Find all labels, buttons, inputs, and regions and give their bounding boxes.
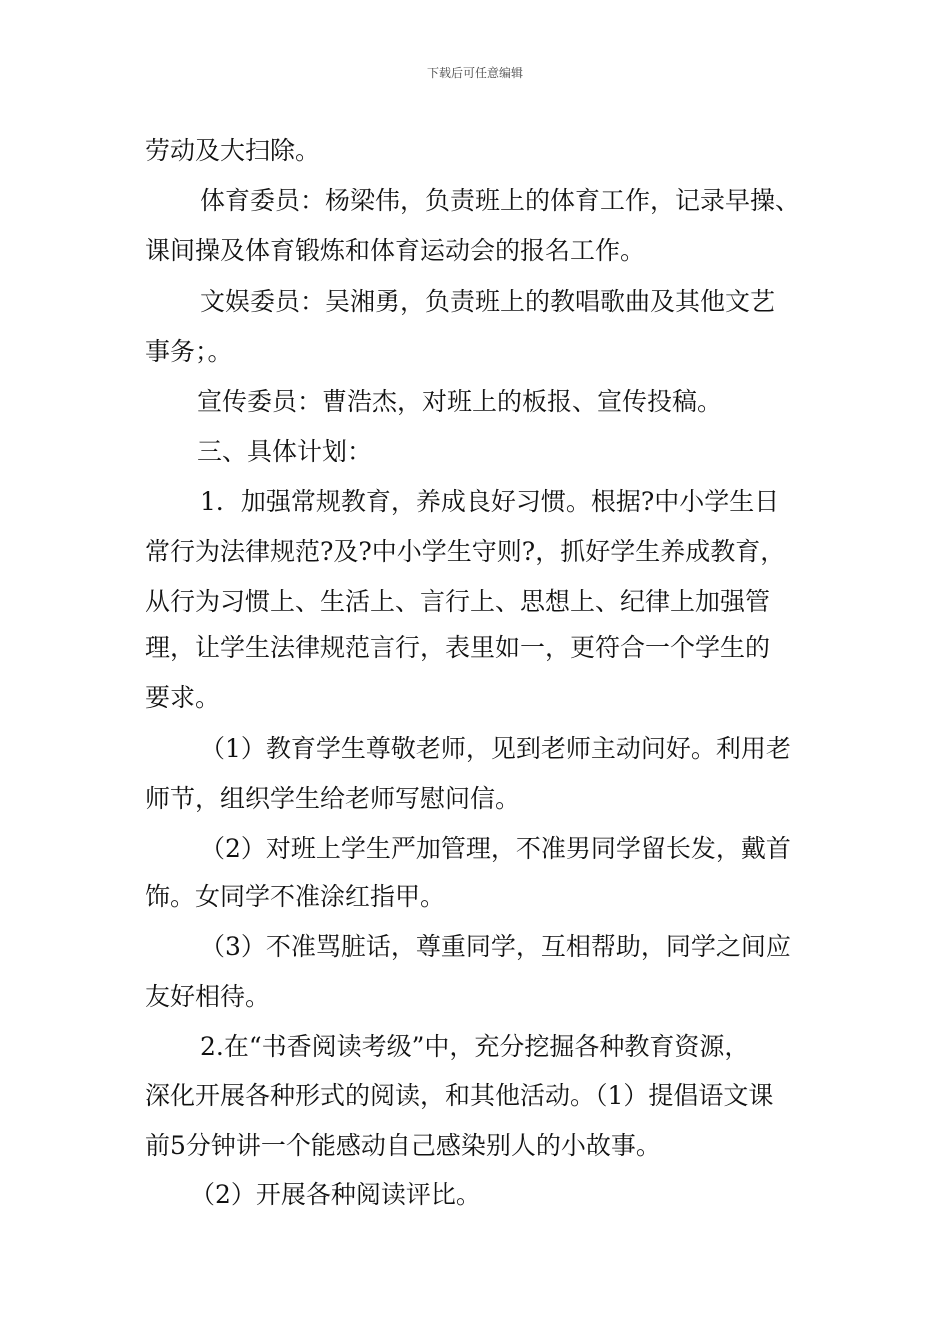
text-line: 师节，组织学生给老师写慰问信。 bbox=[145, 784, 521, 813]
text-line: 三、具体计划： bbox=[197, 437, 373, 466]
text-line: 从行为习惯上、生活上、言行上、思想上、纪律上加强管 bbox=[145, 587, 771, 616]
text-line: （2）对班上学生严加管理，不准男同学留长发，戴首 bbox=[200, 834, 791, 863]
text-line: （2）开展各种阅读评比。 bbox=[190, 1180, 481, 1209]
text-line: 宣传委员：曹浩杰，对班上的板报、宣传投稿。 bbox=[197, 387, 723, 416]
text-line: 常行为法律规范?及?中小学生守则?，抓好学生养成教育， bbox=[145, 537, 786, 566]
text-line: 课间操及体育锻炼和体育运动会的报名工作。 bbox=[145, 236, 646, 265]
text-line: 体育委员：杨梁伟，负责班上的体育工作，记录早操、 bbox=[200, 186, 801, 215]
text-line: 理，让学生法律规范言行，表里如一，更符合一个学生的 bbox=[145, 633, 771, 662]
text-line: 饰。女同学不准涂红指甲。 bbox=[145, 882, 446, 911]
text-line: 前5分钟讲一个能感动自己感染别人的小故事。 bbox=[145, 1131, 661, 1160]
text-line: 友好相待。 bbox=[145, 982, 271, 1011]
text-line: 要求。 bbox=[145, 683, 221, 712]
text-line: （1）教育学生尊敬老师，见到老师主动问好。利用老 bbox=[200, 734, 791, 763]
page-header-note: 下载后可任意编辑 bbox=[426, 66, 523, 80]
text-line: 1．加强常规教育，养成良好习惯。根据?中小学生日 bbox=[200, 487, 780, 516]
text-line: 劳动及大扫除。 bbox=[145, 136, 321, 165]
text-line: （3）不准骂脏话，尊重同学，互相帮助，同学之间应 bbox=[200, 932, 791, 961]
text-line: 深化开展各种形式的阅读，和其他活动。（1）提倡语文课 bbox=[145, 1081, 774, 1110]
text-line: 文娱委员：吴湘勇，负责班上的教唱歌曲及其他文艺 bbox=[200, 287, 776, 316]
text-line: 2.在“书香阅读考级”中，充分挖掘各种教育资源， bbox=[200, 1032, 750, 1061]
text-line: 事务；。 bbox=[145, 337, 233, 366]
